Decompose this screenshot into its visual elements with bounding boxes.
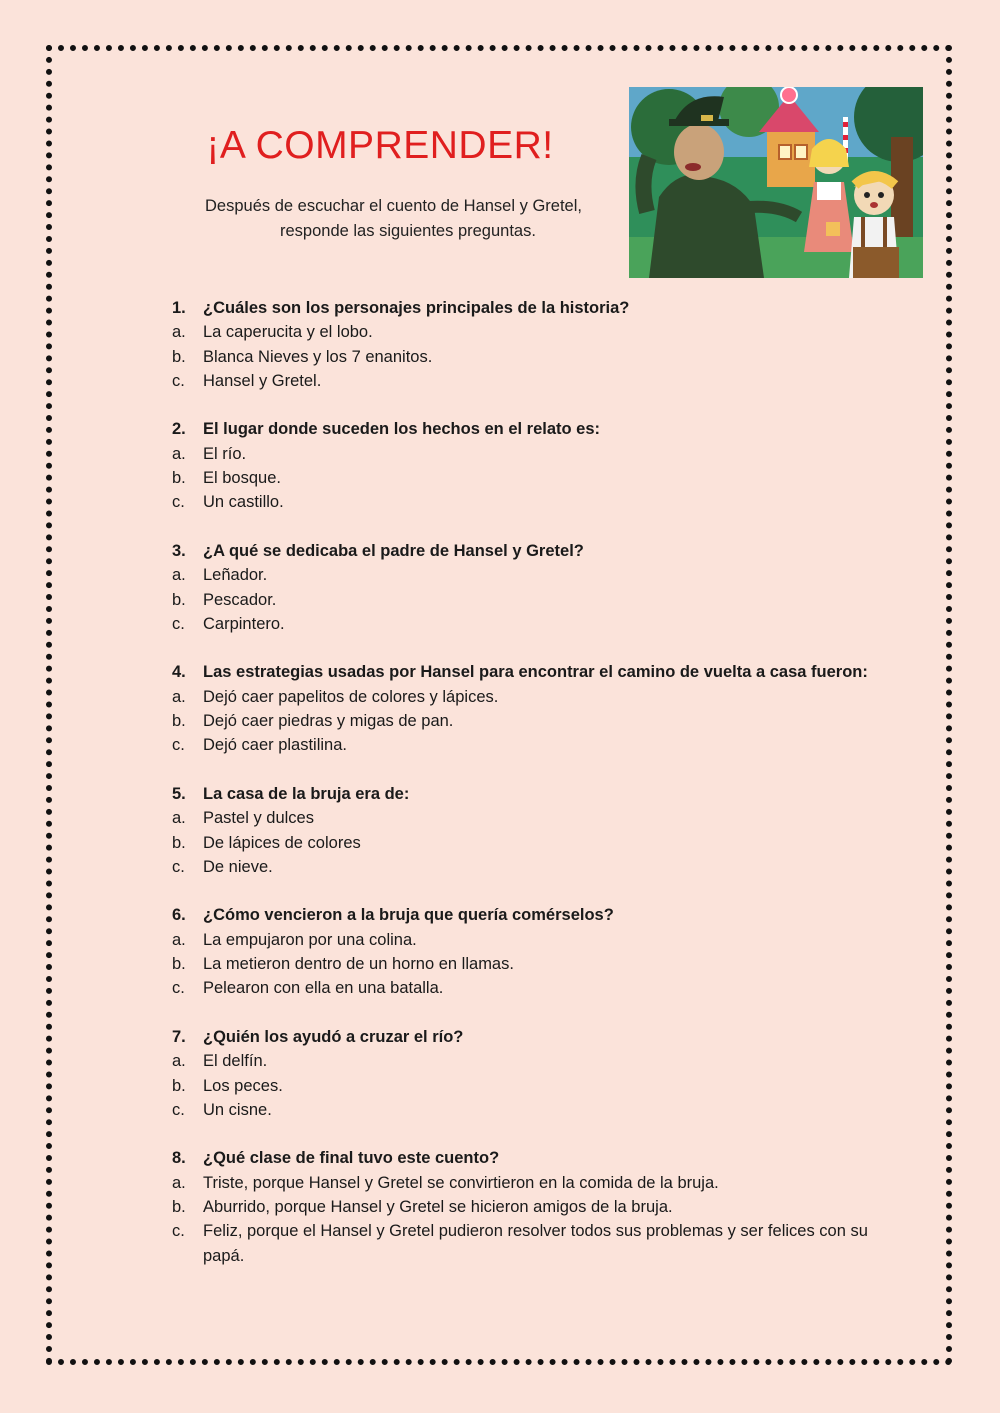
question-text: Las estrategias usadas por Hansel para encontrar el camino de vuelta a casa fueron: [203, 663, 868, 682]
option-text: La empujaron por una colina. [203, 930, 417, 949]
option-text: De nieve. [203, 857, 273, 876]
answer-option [172, 709, 872, 733]
answer-option [172, 831, 872, 855]
answer-option [172, 1219, 872, 1268]
option-letter: c. [172, 1222, 185, 1241]
instructions-line-1: Después de escuchar el cuento de Hansel y Gretel, [205, 197, 582, 215]
option-letter: b. [172, 833, 186, 852]
option-letter: c. [172, 493, 185, 512]
option-text: De lápices de colores [203, 833, 361, 852]
answer-option [172, 976, 872, 1000]
question-text: ¿Qué clase de final tuvo este cuento? [203, 1149, 500, 1168]
option-text: El delfín. [203, 1052, 268, 1071]
answer-option [172, 442, 872, 466]
option-letter: b. [172, 712, 186, 731]
option-letter: a. [172, 323, 186, 342]
option-text: Dejó caer plastilina. [203, 736, 347, 755]
instructions-line-2: responde las siguientes preguntas. [280, 222, 536, 240]
question-5 [172, 782, 872, 879]
option-letter: a. [172, 1173, 186, 1192]
answer-option [172, 563, 872, 587]
option-letter: c. [172, 857, 185, 876]
option-letter: a. [172, 1052, 186, 1071]
option-letter: c. [172, 371, 185, 390]
question-text: ¿A qué se dedicaba el padre de Hansel y Gretel? [203, 541, 584, 560]
question-2 [172, 417, 872, 514]
question-text: La casa de la bruja era de: [203, 784, 410, 803]
answer-option [172, 733, 872, 757]
question-7 [172, 1025, 872, 1122]
question-heading [172, 782, 872, 806]
answer-option [172, 1171, 872, 1195]
question-heading [172, 903, 872, 927]
option-letter: a. [172, 809, 186, 828]
answer-option [172, 345, 872, 369]
option-letter: b. [172, 590, 186, 609]
option-text: Pelearon con ella en una batalla. [203, 979, 444, 998]
question-heading [172, 539, 872, 563]
answer-option [172, 855, 872, 879]
question-number: 8. [172, 1149, 186, 1168]
option-letter: a. [172, 687, 186, 706]
option-letter: b. [172, 1076, 186, 1095]
option-letter: b. [172, 1197, 186, 1216]
question-text: ¿Cómo vencieron a la bruja que quería comérselos? [203, 906, 614, 925]
option-text: La metieron dentro de un horno en llamas. [203, 955, 514, 974]
answer-option [172, 1049, 872, 1073]
answer-option [172, 1074, 872, 1098]
question-6 [172, 903, 872, 1000]
question-number: 1. [172, 299, 186, 317]
question-number: 3. [172, 541, 186, 560]
option-letter: a. [172, 444, 186, 463]
option-letter: c. [172, 736, 185, 755]
question-number: 7. [172, 1027, 186, 1046]
question-text: El lugar donde suceden los hechos en el relato es: [203, 420, 601, 439]
option-text: Pescador. [203, 590, 277, 609]
option-text: Dejó caer papelitos de colores y lápices. [203, 687, 499, 706]
option-text: Un castillo. [203, 493, 284, 512]
question-1 [172, 296, 872, 393]
option-letter: b. [172, 347, 186, 366]
option-text: Leñador. [203, 566, 268, 585]
question-number: 2. [172, 420, 186, 439]
option-text: Triste, porque Hansel y Gretel se convirtieron en la comida de la bruja. [203, 1173, 719, 1192]
answer-option [172, 466, 872, 490]
question-3 [172, 539, 872, 636]
question-8 [172, 1146, 872, 1267]
answer-option [172, 952, 872, 976]
answer-option [172, 1098, 872, 1122]
option-text: Blanca Nieves y los 7 enanitos. [203, 347, 433, 366]
option-text: Feliz, porque el Hansel y Gretel pudieron resolver todos sus problemas y ser felices con su papá. [203, 1222, 868, 1265]
question-4 [172, 660, 872, 757]
option-text: Hansel y Gretel. [203, 371, 322, 390]
question-text: ¿Quién los ayudó a cruzar el río? [203, 1027, 464, 1046]
question-text: ¿Cuáles son los personajes principales de la historia? [203, 299, 630, 317]
answer-option [172, 612, 872, 636]
answer-option [172, 369, 872, 393]
answer-option [172, 1195, 872, 1219]
option-letter: b. [172, 469, 186, 488]
question-number: 4. [172, 663, 186, 682]
question-number: 6. [172, 906, 186, 925]
option-letter: b. [172, 955, 186, 974]
option-letter: c. [172, 614, 185, 633]
answer-option [172, 490, 872, 514]
option-text: El río. [203, 444, 247, 463]
question-heading [172, 1025, 872, 1049]
question-heading [172, 417, 872, 441]
question-number: 5. [172, 784, 186, 803]
answer-option [172, 928, 872, 952]
option-letter: a. [172, 930, 186, 949]
option-letter: c. [172, 1100, 185, 1119]
answer-option [172, 685, 872, 709]
page-title: ¡A COMPRENDER! [206, 124, 554, 167]
question-heading [172, 660, 872, 684]
option-text: Pastel y dulces [203, 809, 314, 828]
questions-list [172, 296, 872, 1292]
option-letter: a. [172, 566, 186, 585]
option-text: El bosque. [203, 469, 281, 488]
option-text: Dejó caer piedras y migas de pan. [203, 712, 454, 731]
option-text: La caperucita y el lobo. [203, 323, 373, 342]
answer-option [172, 588, 872, 612]
option-text: Aburrido, porque Hansel y Gretel se hicieron amigos de la bruja. [203, 1197, 673, 1216]
answer-option [172, 320, 872, 344]
answer-option [172, 806, 872, 830]
option-text: Los peces. [203, 1076, 283, 1095]
hansel-gretel-witch-illustration [629, 87, 923, 278]
option-text: Un cisne. [203, 1100, 272, 1119]
question-heading [172, 1146, 872, 1170]
question-heading [172, 296, 872, 320]
option-letter: c. [172, 979, 185, 998]
option-text: Carpintero. [203, 614, 285, 633]
